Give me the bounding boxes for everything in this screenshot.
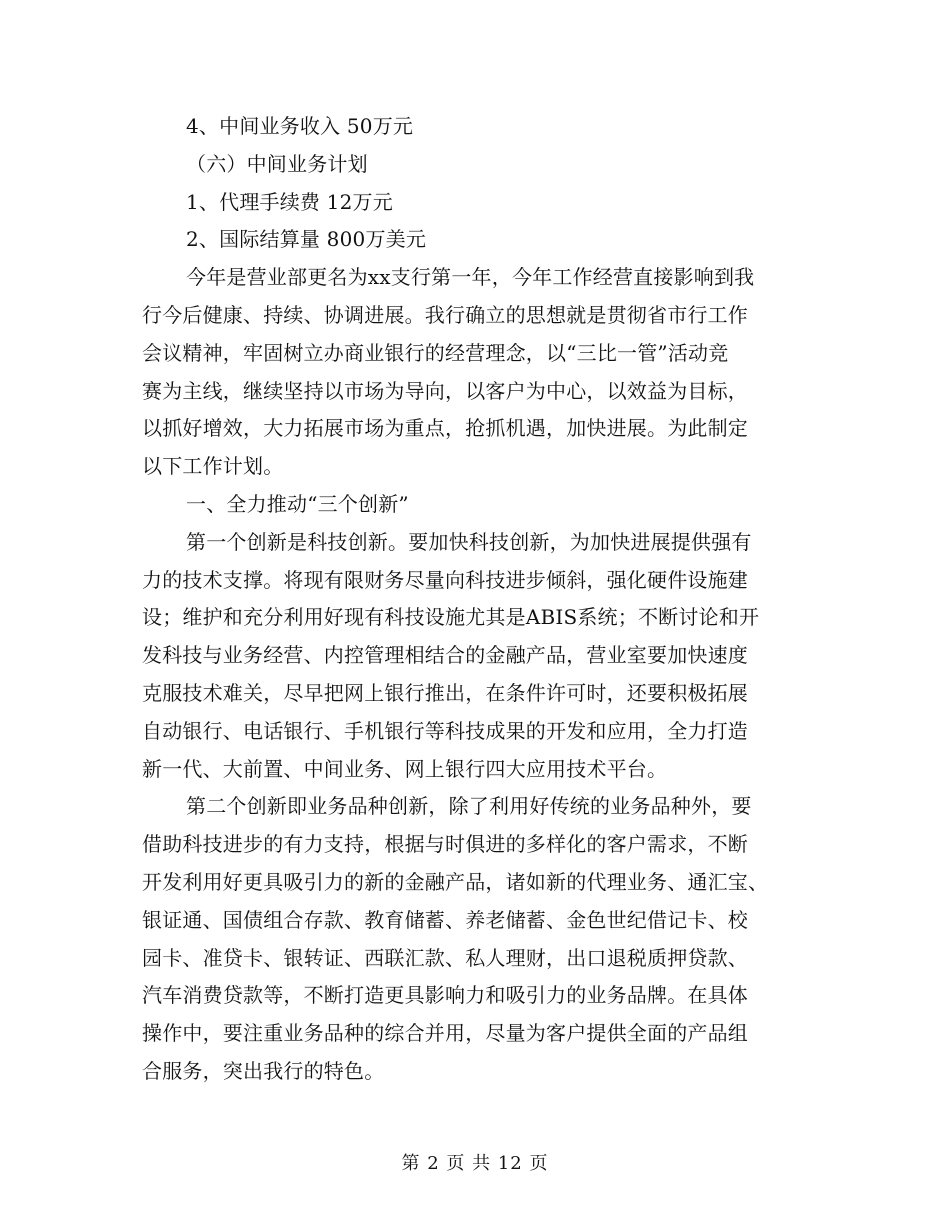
text-line-10: 以下工作计划。 xyxy=(142,454,284,479)
text-line-13: 力的技术支撑。将现有限财务尽量向科技进步倾斜，强化硬件设施建 xyxy=(142,567,748,592)
text-line-22: 银证通、国债组合存款、教育储蓄、养老储蓄、金色世纪借记卡、校 xyxy=(142,907,748,932)
text-line-15: 发科技与业务经营、内控管理相结合的金融产品，营业室要加快速度 xyxy=(142,643,748,668)
text-line-23: 园卡、准贷卡、银转证、西联汇款、私人理财，出口退税质押贷款、 xyxy=(142,945,748,970)
text-line-20: 借助科技进步的有力支持，根据与时俱进的多样化的客户需求，不断 xyxy=(142,832,748,857)
text-line-2: （六）中间业务计划 xyxy=(186,151,368,176)
text-line-14: 设；维护和充分利用好现有科技设施尤其是ABIS系统；不断讨论和开 xyxy=(142,605,760,630)
text-line-19: 第二个创新即业务品种创新，除了利用好传统的业务品种外，要 xyxy=(186,794,752,819)
text-line-17: 自动银行、电话银行、手机银行等科技成果的开发和应用，全力打造 xyxy=(142,718,748,743)
text-line-24: 汽车消费贷款等，不断打造更具影响力和吸引力的业务品牌。在具体 xyxy=(142,983,748,1008)
text-line-18: 新一代、大前置、中间业务、网上银行四大应用技术平台。 xyxy=(142,756,668,781)
text-line-12: 第一个创新是科技创新。要加快科技创新，为加快进展提供强有 xyxy=(186,529,752,554)
text-line-8: 赛为主线，继续坚持以市场为导向，以客户为中心，以效益为目标， xyxy=(142,378,748,403)
text-line-4: 2、国际结算量 800万美元 xyxy=(186,227,427,252)
text-line-25: 操作中，要注重业务品种的综合并用，尽量为客户提供全面的产品组 xyxy=(142,1021,748,1046)
text-line-16: 克服技术难关，尽早把网上银行推出，在条件许可时，还要积极拓展 xyxy=(142,680,748,705)
document-body xyxy=(142,108,810,1091)
text-line-11: 一、全力推动“三个创新” xyxy=(186,491,409,516)
text-line-1: 4、中间业务收入 50万元 xyxy=(186,114,414,138)
text-line-6: 行今后健康、持续、协调进展。我行确立的思想就是贯彻省市行工作 xyxy=(142,302,748,327)
text-line-3: 1、代理手续费 12万元 xyxy=(186,189,393,214)
text-line-21: 开发利用好更具吸引力的新的金融产品，诸如新的代理业务、通汇宝、 xyxy=(142,869,769,894)
text-line-26: 合服务，突出我行的特色。 xyxy=(142,1058,385,1083)
text-line-5: 今年是营业部更名为xx支行第一年，今年工作经营直接影响到我 xyxy=(186,265,755,290)
text-line-9: 以抓好增效，大力拓展市场为重点，抢抓机遇，加快进展。为此制定 xyxy=(142,416,748,441)
text-line-7: 会议精神，牢固树立办商业银行的经营理念，以“三比一管”活动竞 xyxy=(142,340,729,365)
page-footer: 第 2 页 共 12 页 xyxy=(401,1153,549,1174)
